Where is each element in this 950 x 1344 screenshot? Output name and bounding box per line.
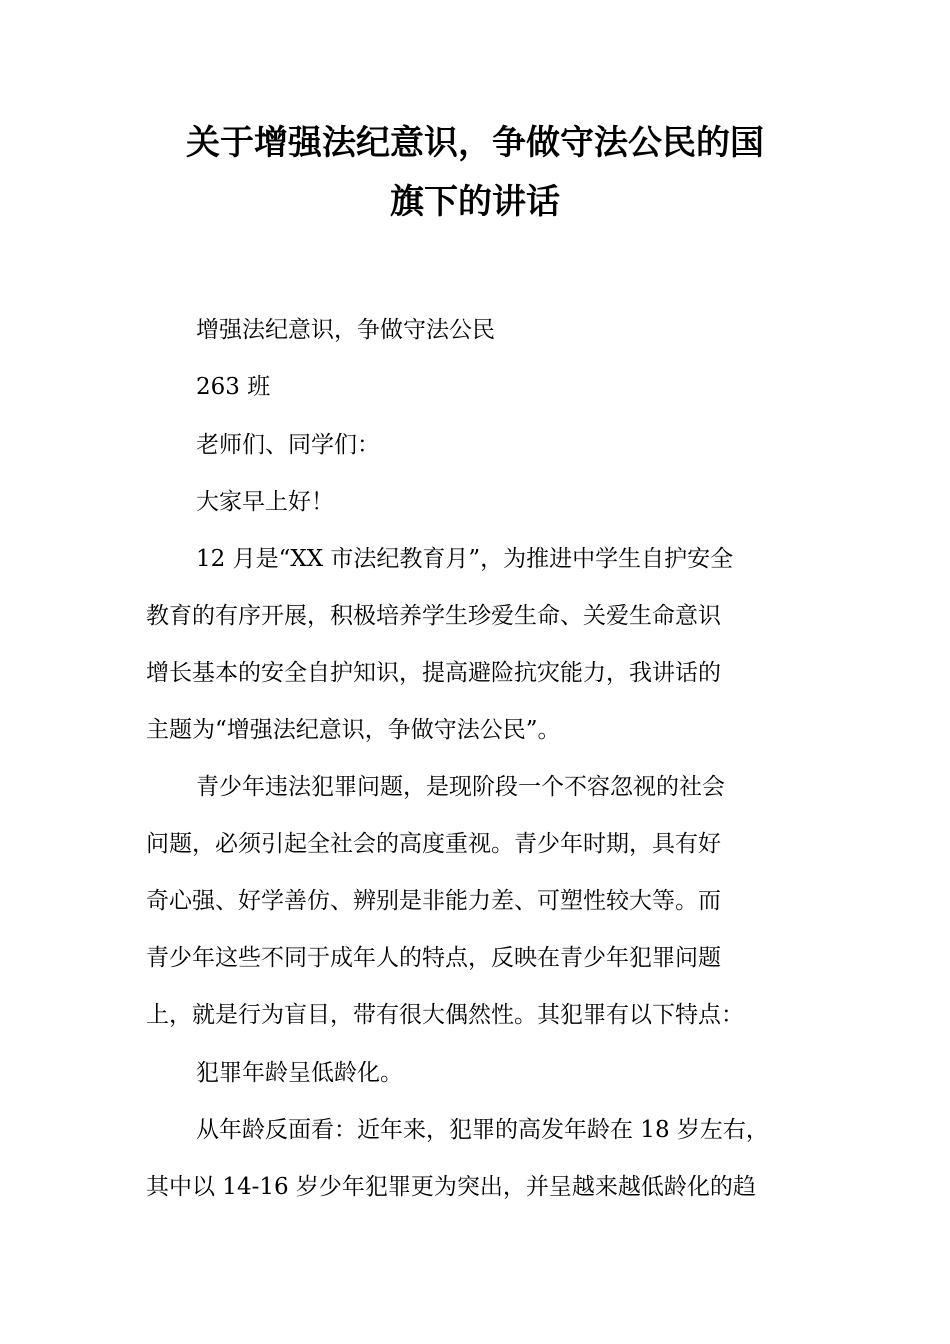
paragraph-line: 问题，必须引起全社会的高度重视。青少年时期，具有好: [146, 831, 721, 857]
paragraph-line: 增长基本的安全自护知识，提高避险抗灾能力，我讲话的: [146, 660, 721, 686]
paragraph-line: 教育的有序开展，积极培养学生珍爱生命、关爱生命意识: [146, 603, 721, 629]
greeting: 大家早上好！: [196, 489, 334, 515]
paragraph-line: 其中以 14-16 岁少年犯罪更为突出，并呈越来越低龄化的趋: [146, 1174, 756, 1200]
paragraph-line: 奇心强、好学善仿、辨别是非能力差、可塑性较大等。而: [146, 888, 721, 914]
paragraph-line: 上，就是行为盲目，带有很大偶然性。其犯罪有以下特点：: [146, 1002, 744, 1028]
class-label: 263 班: [196, 374, 271, 400]
paragraph-line: 从年龄反面看：近年来，犯罪的高发年龄在 18 岁左右，: [196, 1117, 769, 1143]
document-title-line-1: 关于增强法纪意识，争做守法公民的国: [186, 123, 764, 163]
paragraph-line: 12 月是“XX 市法纪教育月”，为推进中学生自护安全: [196, 546, 734, 572]
subtitle: 增强法纪意识，争做守法公民: [196, 317, 495, 343]
document-title-line-2: 旗下的讲话: [390, 182, 560, 222]
paragraph-line: 青少年这些不同于成年人的特点，反映在青少年犯罪问题: [146, 945, 721, 971]
section-heading: 犯罪年龄呈低龄化。: [196, 1060, 403, 1086]
paragraph-line: 青少年违法犯罪问题，是现阶段一个不容忽视的社会: [196, 774, 725, 800]
salutation: 老师们、同学们：: [196, 432, 380, 458]
paragraph-line: 主题为“增强法纪意识，争做守法公民”。: [146, 717, 561, 743]
